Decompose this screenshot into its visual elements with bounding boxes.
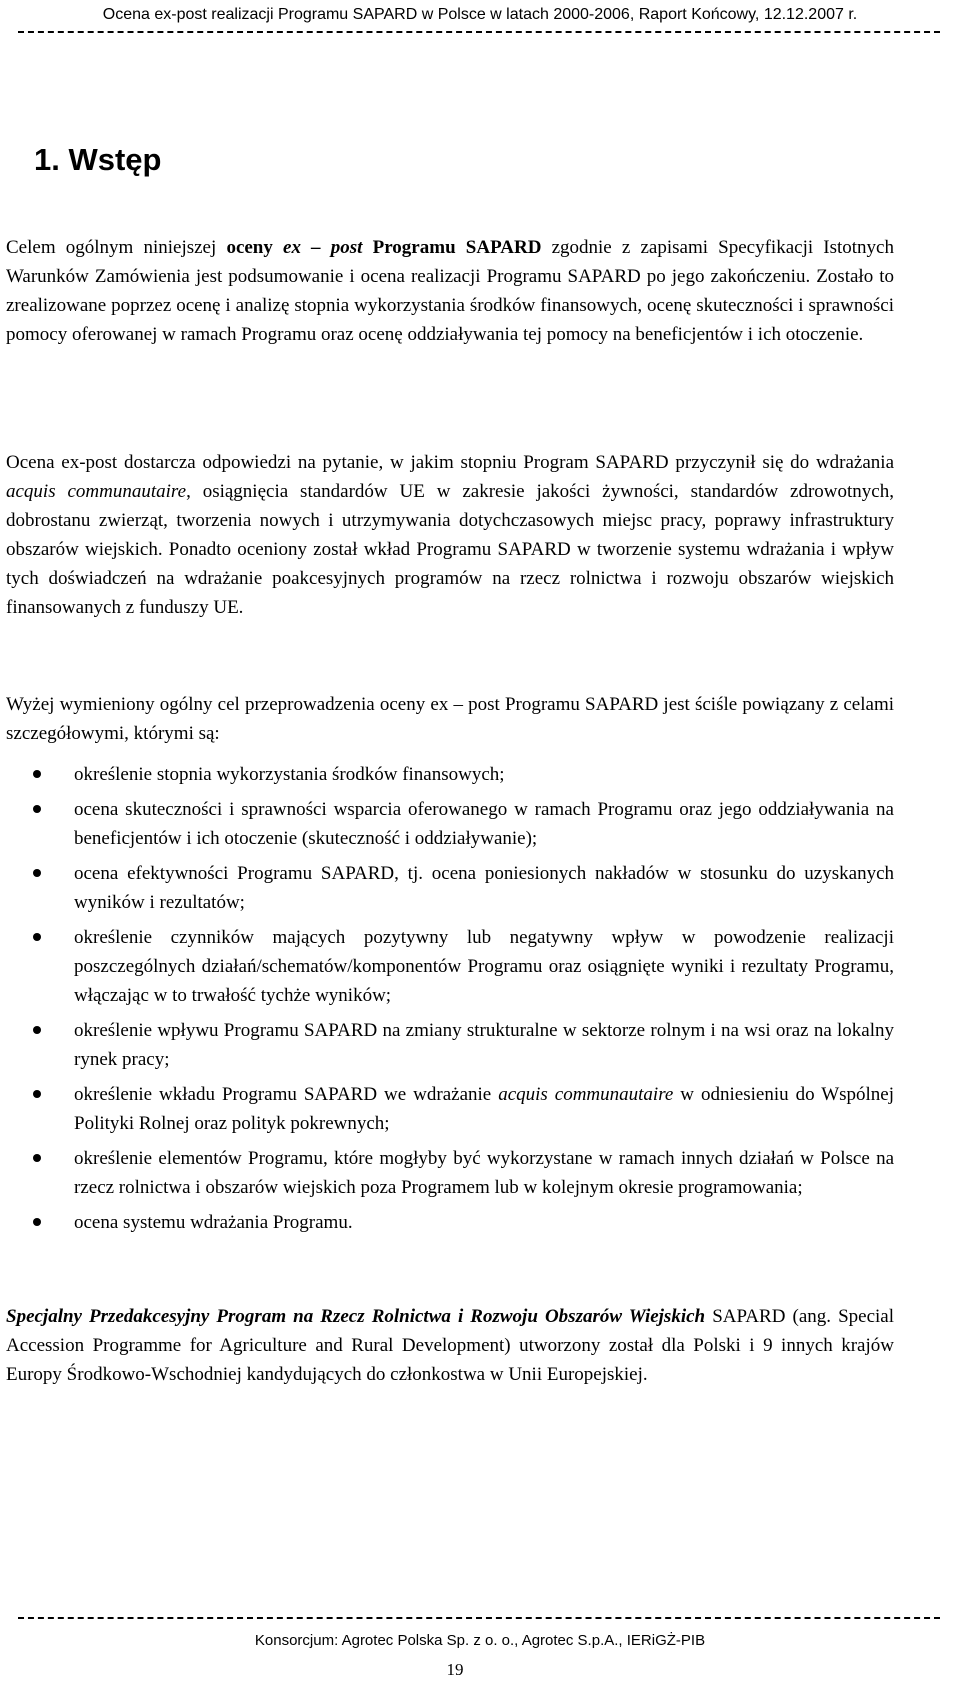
list-item-text: określenie czynników mających pozytywny lub negatywny wpływ w powodzenie realizacji poszczególnych działań/schematów/komponentów Programu oraz osiągnięte wyniki i rezultaty Programu, włączając w to trwałość tychże wyników; <box>74 927 894 1006</box>
list-item <box>0 1144 894 1202</box>
list-item-text-end: w odniesieniu do Wspólnej Polityki Rolnej oraz polityk pokrewnych; <box>74 1084 895 1134</box>
objectives-list <box>0 760 960 1243</box>
p1-text-start: Celem ogólnym niniejszej <box>6 237 227 258</box>
list-item <box>0 923 894 1010</box>
list-item-italic-acquis: acquis communautaire <box>498 1084 674 1105</box>
list-item <box>0 1080 894 1138</box>
bullet-dot-icon <box>33 1218 41 1226</box>
list-item-text: ocena skuteczności i sprawności wsparcia oferowanego w ramach Programu oraz jego oddziaływania na beneficjentów i ich otoczenie (skuteczność i oddziaływanie); <box>74 799 894 849</box>
bullet-dot-icon <box>33 805 41 813</box>
list-item-text: określenie stopnia wykorzystania środków finansowych; <box>74 764 505 785</box>
running-header: Ocena ex-post realizacji Programu SAPARD w Polsce w latach 2000-2006, Raport Końcowy, 12.12.2007 r. <box>102 6 858 23</box>
list-item <box>0 795 894 853</box>
sapard-definition-paragraph <box>6 1302 894 1389</box>
list-item-text: określenie wkładu Programu SAPARD we wdrażanie <box>74 1084 499 1105</box>
section-heading: 1. Wstęp <box>34 142 162 177</box>
p4-bold-italic-program-name: Specjalny Przedakcesyjny Program na Rzecz Rolnictwa i Rozwoju Obszarów Wiejskich <box>6 1306 706 1327</box>
bullet-dot-icon <box>33 1026 41 1034</box>
p4-text-rest: SAPARD (ang. Special Accession Programme for Agriculture and Rural Development) utworzony został dla Polski i 9 innych krajów Europy Środkowo-Wschodniej kandydujących do członkostwa w Unii Europejskiej. <box>6 1306 894 1385</box>
bullet-dot-icon <box>33 869 41 877</box>
page-number: 19 <box>446 1660 464 1679</box>
footer-divider <box>18 1617 940 1619</box>
list-item-text: ocena systemu wdrażania Programu. <box>74 1212 353 1233</box>
p2-text-rest: , osiągnięcia standardów UE w zakresie jakości żywności, standardów zdrowotnych, dobrostanu zwierząt, tworzenia nowych i utrzymywania dotychczasowych miejsc pracy, poprawy infrastruktury obszarów wiejskich. Ponadto oceniony został wkład Programu SAPARD w tworzenie systemu wdrażania i wpływ tych doświadczeń na wdrażanie poakcesyjnych programów na rzecz rolnictwa i rozwoju obszarów wiejskich finansowanych z funduszy UE. <box>6 481 894 618</box>
list-item <box>0 859 894 917</box>
intro-paragraph <box>6 233 894 349</box>
expost-paragraph <box>6 448 894 622</box>
p1-text-rest: zgodnie z zapisami Specyfikacji Istotnych Warunków Zamówienia jest podsumowanie i ocena realizacji Programu SAPARD po jego zakończeniu. Zostało to zrealizowane poprzez ocenę i analizę stopnia wykorzystania środków finansowych, ocenę skuteczności i sprawności pomocy oferowanej w ramach Programu oraz ocenę oddziaływania tej pomocy na beneficjentów i ich otoczenie. <box>6 237 894 345</box>
p1-bold-program: Programu SAPARD <box>362 237 542 258</box>
list-item-text: ocena efektywności Programu SAPARD, tj. ocena poniesionych nakładów w stosunku do uzyskanych wyników i rezultatów; <box>74 863 894 913</box>
list-item-text: określenie wpływu Programu SAPARD na zmiany strukturalne w sektorze rolnym i na wsi oraz na lokalny rynek pracy; <box>74 1020 894 1070</box>
bullet-dot-icon <box>33 1090 41 1098</box>
p2-italic-acquis: acquis communautaire <box>6 481 187 502</box>
list-item <box>0 1208 894 1237</box>
p2-text-start: Ocena ex-post dostarcza odpowiedzi na pytanie, w jakim stopniu Program SAPARD przyczynił się do wdrażania <box>6 452 894 473</box>
list-item <box>0 1016 894 1074</box>
bullet-dot-icon <box>33 933 41 941</box>
p1-bold-italic-ex-post: ex – post <box>283 237 363 258</box>
list-item-text: określenie elementów Programu, które mogłyby być wykorzystane w ramach innych działań w Polsce na rzecz rolnictwa i obszarów wiejskich poza Programem lub w kolejnym okresie programowania; <box>74 1148 894 1198</box>
list-item <box>0 760 894 789</box>
footer-consortium: Konsorcjum: Agrotec Polska Sp. z o. o., Agrotec S.p.A., IERiGŻ-PIB <box>254 1632 706 1649</box>
bullet-dot-icon <box>33 770 41 778</box>
p1-bold-oceny: oceny <box>226 237 284 258</box>
header-divider <box>18 31 940 33</box>
bullet-dot-icon <box>33 1154 41 1162</box>
objectives-intro: Wyżej wymieniony ogólny cel przeprowadzenia oceny ex – post Programu SAPARD jest ściśle powiązany z celami szczegółowymi, którymi są: <box>6 694 894 744</box>
